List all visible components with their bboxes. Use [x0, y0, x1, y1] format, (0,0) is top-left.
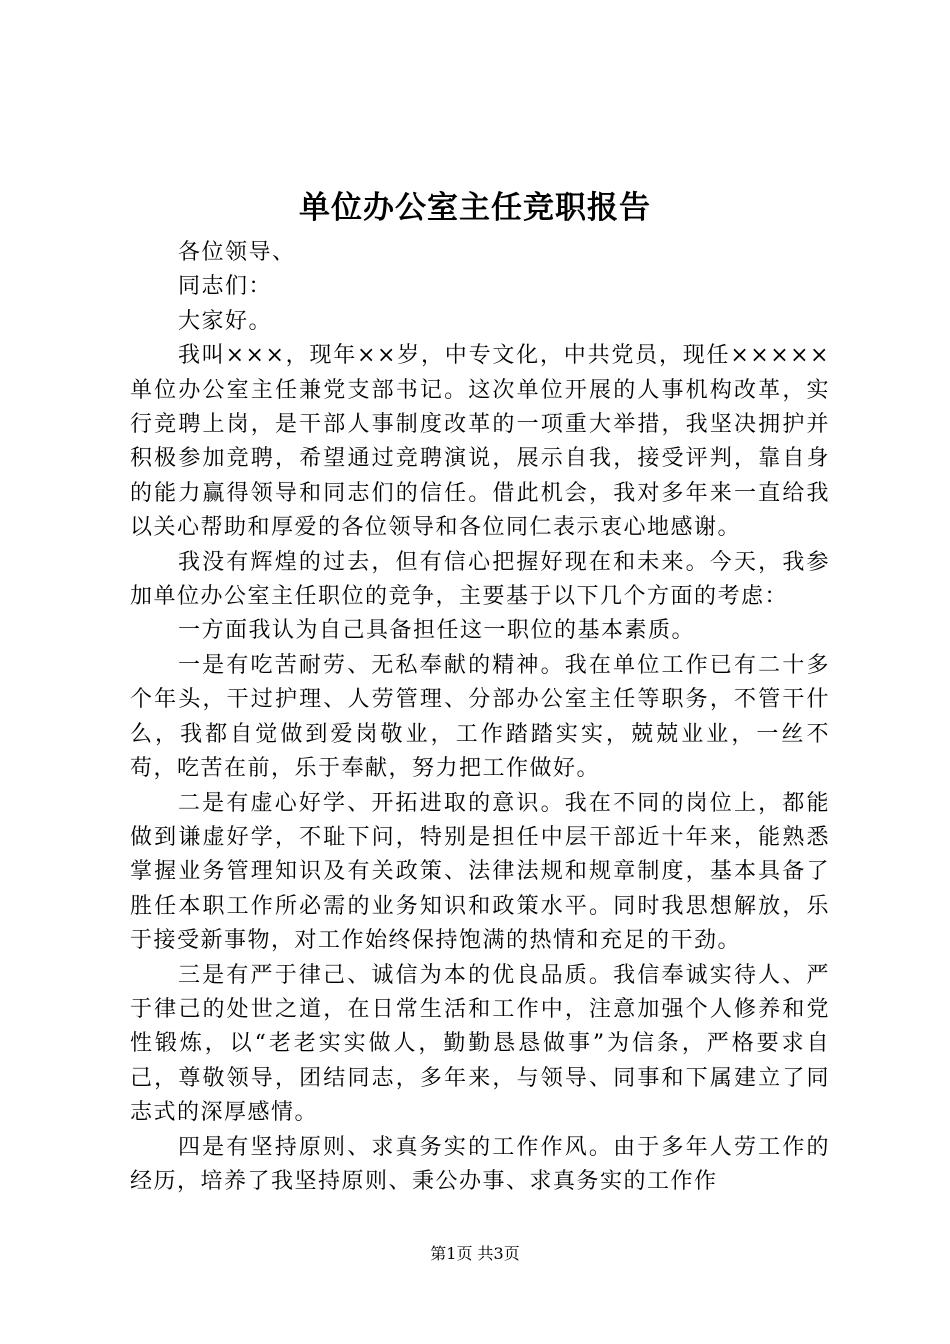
- greeting: 大家好。: [178, 308, 273, 334]
- paragraph-point-three: 三是有严于律己、诚信为本的优良品质。我信奉诚实待人、严于律己的处世之道，在日常生活和工作中，注意加强个人修养和党性锻炼，以“老老实实做人，勤勤恳恳做事”为信条，严格要求自己，尊敬领导，团结同志，多年来，与领导、同事和下属建立了同志式的深厚感情。: [130, 962, 830, 1126]
- paragraph-point-one: 一是有吃苦耐劳、无私奉献的精神。我在单位工作已有二十多个年头，干过护理、人劳管理、分部办公室主任等职务，不管干什么，我都自觉做到爱岗敬业，工作踏踏实实，兢兢业业，一丝不苟，吃苦在前，乐于奉献，努力把工作做好。: [130, 652, 830, 782]
- paragraph-point-two: 二是有虚心好学、开拓进取的意识。我在不同的岗位上，都能做到谦虚好学，不耻下问，特别是担任中层干部近十年来，能熟悉掌握业务管理知识及有关政策、法律法规和规章制度，基本具备了胜任本职工作所必需的业务知识和政策水平。同时我思想解放，乐于接受新事物，对工作始终保持饱满的热情和充足的干劲。: [130, 790, 830, 954]
- page-number-footer: 第1页 共3页: [430, 1244, 520, 1263]
- paragraph-qualities-heading: 一方面我认为自己具备担任这一职位的基本素质。: [178, 618, 696, 644]
- paragraph-point-four: 四是有坚持原则、求真务实的工作作风。由于多年人劳工作的经历，培养了我坚持原则、秉公办事、求真务实的工作作: [130, 1134, 830, 1194]
- salutation-comrades: 同志们：: [178, 274, 273, 300]
- paragraph-motivation: 我没有辉煌的过去，但有信心把握好现在和未来。今天，我参加单位办公室主任职位的竞争，主要基于以下几个方面的考虑：: [130, 549, 830, 610]
- document-body: [130, 236, 830, 1199]
- salutation-leaders: 各位领导、: [178, 240, 296, 265]
- paragraph-introduction: 我叫×××，现年××岁，中专文化，中共党员，现任×××××单位办公室主任兼党支部书记。这次单位开展的人事机构改革，实行竞聘上岗，是干部人事制度改革的一项重大举措，我坚决拥护并积极参加竞聘，希望通过竞聘演说，展示自我，接受评判，靠自身的能力赢得领导和同志们的信任。借此机会，我对多年来一直给我以关心帮助和厚爱的各位领导和各位同仁表示衷心地感谢。: [130, 343, 830, 541]
- document-title: 单位办公室主任竞职报告: [299, 190, 651, 226]
